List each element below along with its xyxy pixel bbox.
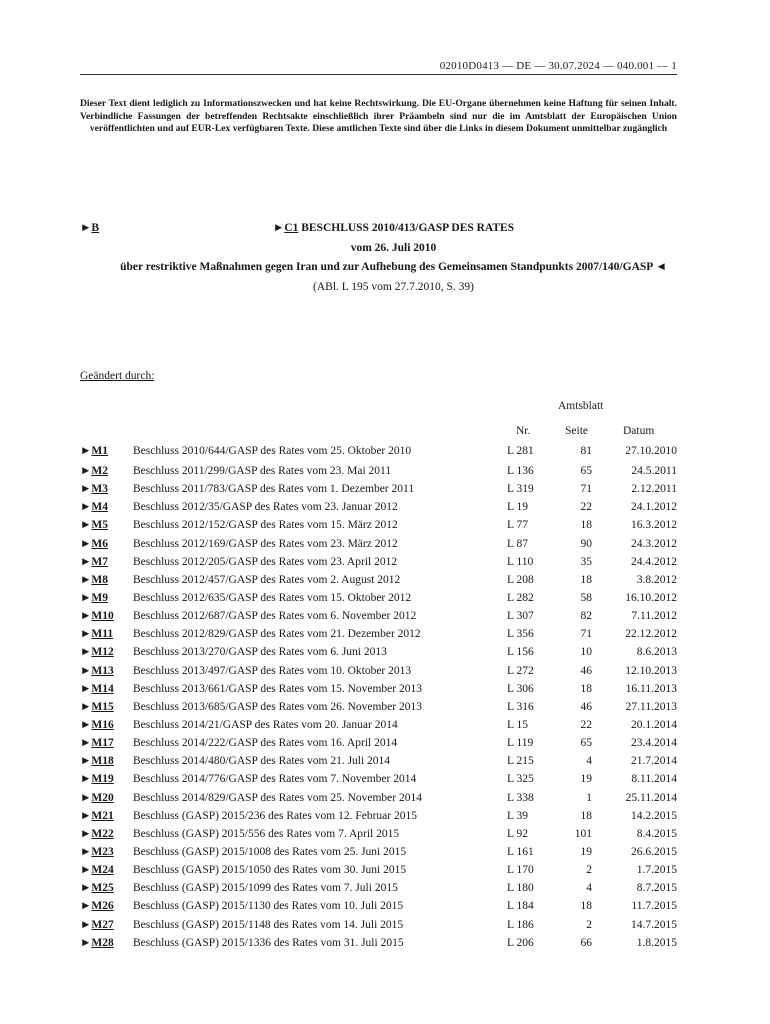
journal-date: 2.12.2011 — [631, 483, 677, 496]
journal-number: L 281 — [507, 445, 534, 457]
arrow-right-icon: ► — [80, 827, 92, 840]
amendment-link[interactable]: M1 — [91, 445, 108, 457]
arrow-right-icon: ► — [80, 610, 92, 623]
document-title — [110, 222, 677, 293]
arrow-right-icon: ► — [80, 791, 92, 804]
journal-page: 18 — [580, 519, 592, 532]
table-row — [80, 556, 677, 574]
arrow-right-icon: ► — [80, 591, 92, 604]
amendment-link[interactable]: M6 — [91, 537, 108, 550]
amendment-marker[interactable] — [80, 864, 114, 876]
title-main — [110, 222, 677, 234]
arrow-right-icon: ► — [80, 737, 92, 750]
amendment-marker[interactable] — [80, 483, 108, 495]
amendment-marker[interactable] — [80, 574, 108, 586]
journal-page: 19 — [580, 773, 592, 786]
journal-number: L 161 — [507, 845, 534, 858]
document-reference: 02010D0413 — DE — 30.07.2024 — 040.001 — 1 — [439, 60, 677, 72]
table-row — [80, 483, 677, 501]
journal-page: 10 — [580, 646, 592, 659]
journal-date: 16.10.2012 — [625, 591, 677, 604]
journal-page: 1 — [586, 791, 592, 804]
amendment-marker[interactable] — [80, 937, 114, 949]
journal-number: L 319 — [507, 483, 534, 496]
amendment-description: Beschluss 2013/270/GASP des Rates vom 6. Juni 2013 — [133, 646, 387, 659]
amendment-description: Beschluss 2012/829/GASP des Rates vom 21. Dezember 2012 — [133, 628, 421, 641]
arrow-right-icon: ► — [80, 936, 92, 949]
amendment-description: Beschluss 2014/776/GASP des Rates vom 7. November 2014 — [133, 773, 417, 786]
table-row — [80, 864, 677, 882]
amendment-marker[interactable] — [80, 900, 114, 912]
journal-number: L 92 — [507, 827, 528, 840]
journal-date: 24.3.2012 — [631, 537, 677, 550]
amendment-marker[interactable] — [80, 610, 114, 622]
column-header-nr: Nr. — [516, 425, 531, 437]
journal-date: 23.4.2014 — [631, 737, 677, 750]
amendment-marker[interactable] — [80, 628, 113, 640]
journal-date: 14.7.2015 — [631, 918, 677, 931]
amendment-link[interactable]: M27 — [91, 918, 114, 931]
table-row — [80, 719, 677, 737]
arrow-right-icon: ► — [80, 445, 92, 457]
table-row — [80, 755, 677, 773]
journal-date: 21.7.2014 — [631, 755, 677, 768]
amendment-link[interactable]: M28 — [91, 936, 114, 949]
journal-date: 16.3.2012 — [631, 519, 677, 532]
journal-number: L 170 — [507, 864, 534, 877]
table-row — [80, 810, 677, 828]
arrow-right-icon: ► — [80, 646, 92, 659]
arrow-right-icon: ► — [80, 519, 92, 532]
arrow-right-icon: ► — [80, 845, 92, 858]
amendment-link[interactable]: M13 — [91, 664, 114, 677]
arrow-right-icon: ► — [80, 555, 92, 568]
amendment-link[interactable]: M3 — [91, 483, 108, 496]
amendment-marker[interactable] — [80, 519, 108, 531]
journal-date: 12.10.2013 — [625, 664, 677, 677]
amendment-link[interactable]: M20 — [91, 791, 114, 804]
amendment-description: Beschluss 2012/457/GASP des Rates vom 2. August 2012 — [133, 573, 401, 586]
journal-date: 1.8.2015 — [636, 936, 677, 949]
amendment-description: Beschluss (GASP) 2015/1099 des Rates vom 7. Juli 2015 — [133, 882, 398, 895]
amendment-marker[interactable] — [80, 882, 114, 894]
amendment-marker[interactable] — [80, 465, 108, 477]
amendment-link[interactable]: M16 — [91, 718, 114, 731]
column-group-header: Amtsblatt — [558, 400, 604, 412]
amendment-link[interactable]: M22 — [91, 827, 114, 840]
amendment-description: Beschluss 2012/169/GASP des Rates vom 23. März 2012 — [133, 537, 398, 550]
arrow-right-icon: ► — [80, 773, 92, 786]
amended-by-heading — [80, 370, 154, 382]
table-row — [80, 773, 677, 791]
table-row — [80, 900, 677, 918]
amendment-description: Beschluss 2010/644/GASP des Rates vom 25. Oktober 2010 — [133, 445, 412, 457]
table-row — [80, 937, 677, 955]
amendment-link[interactable]: M5 — [91, 519, 108, 532]
journal-number: L 39 — [507, 809, 528, 822]
journal-date: 8.7.2015 — [636, 882, 677, 895]
amendment-marker[interactable] — [80, 701, 114, 713]
arrow-right-icon: ► — [80, 809, 92, 822]
title-line-3-text: über restriktive Maßnahmen gegen Iran und zur Aufhebung des Gemeinsamen Standpunkts 2007/140/GASP — [120, 261, 653, 273]
table-row — [80, 828, 677, 846]
arrow-right-icon: ► — [80, 700, 92, 713]
amendment-description: Beschluss 2014/21/GASP des Rates vom 20. Januar 2014 — [133, 718, 398, 731]
arrow-right-icon: ► — [80, 900, 92, 913]
amended-by-label: Geändert durch: — [80, 370, 155, 382]
journal-number: L 306 — [507, 682, 534, 695]
column-header-datum: Datum — [623, 425, 655, 437]
journal-date: 22.12.2012 — [625, 628, 677, 641]
journal-page: 90 — [580, 537, 592, 550]
journal-page: 4 — [586, 755, 592, 768]
table-row — [80, 519, 677, 537]
arrow-right-icon: ► — [80, 222, 92, 234]
table-row — [80, 792, 677, 810]
amendment-description: Beschluss (GASP) 2015/1130 des Rates vom 10. Juli 2015 — [133, 900, 404, 913]
amendment-marker[interactable] — [80, 646, 114, 658]
journal-number: L 208 — [507, 573, 534, 586]
amendment-link[interactable]: M18 — [91, 755, 114, 768]
publication-reference: (ABl. L 195 vom 27.7.2010, S. 39) — [313, 281, 474, 293]
arrow-right-icon: ► — [80, 882, 92, 895]
arrow-right-icon: ► — [80, 682, 92, 695]
journal-number: L 19 — [507, 501, 528, 514]
journal-number: L 180 — [507, 882, 534, 895]
amendment-marker[interactable] — [80, 792, 114, 804]
arrow-right-icon: ► — [80, 501, 92, 514]
journal-date: 24.1.2012 — [631, 501, 677, 514]
table-row — [80, 701, 677, 719]
journal-date: 3.8.2012 — [636, 573, 677, 586]
journal-page: 66 — [580, 936, 592, 949]
table-row — [80, 846, 677, 864]
amendment-link[interactable]: M23 — [91, 845, 114, 858]
amendment-description: Beschluss 2014/480/GASP des Rates vom 21. Juli 2014 — [133, 755, 391, 768]
title-line-2: vom 26. Juli 2010 — [350, 242, 437, 254]
amendment-marker[interactable] — [80, 737, 114, 749]
amendment-marker[interactable] — [80, 501, 108, 513]
title-line-3 — [110, 262, 677, 273]
table-row — [80, 737, 677, 755]
journal-date: 11.7.2015 — [631, 900, 677, 913]
amendment-marker[interactable] — [80, 683, 114, 695]
arrow-right-icon: ► — [80, 628, 92, 641]
amendment-link[interactable]: M25 — [91, 882, 114, 895]
arrow-right-icon: ► — [80, 864, 92, 877]
amendment-description: Beschluss 2014/222/GASP des Rates vom 16. April 2014 — [133, 737, 398, 750]
table-row — [80, 465, 677, 483]
journal-date: 27.10.2010 — [625, 445, 677, 457]
journal-date: 1.7.2015 — [636, 864, 677, 877]
journal-number: L 215 — [507, 755, 534, 768]
journal-number: L 119 — [507, 737, 534, 750]
journal-number: L 282 — [507, 591, 534, 604]
journal-number: L 186 — [507, 918, 534, 931]
journal-number: L 87 — [507, 537, 528, 550]
journal-number: L 15 — [507, 718, 528, 731]
amendment-marker[interactable] — [80, 538, 108, 550]
journal-page: 22 — [580, 718, 592, 731]
amendment-marker[interactable] — [80, 846, 114, 858]
amendment-link[interactable]: M21 — [91, 809, 114, 822]
amendment-marker[interactable] — [80, 665, 114, 677]
journal-date: 27.11.2013 — [625, 700, 677, 713]
base-marker[interactable] — [80, 222, 99, 234]
amendment-description: Beschluss 2012/152/GASP des Rates vom 15. März 2012 — [133, 519, 398, 532]
amendment-link[interactable]: M15 — [91, 700, 114, 713]
arrow-right-icon: ► — [80, 465, 92, 477]
amendment-description: Beschluss 2014/829/GASP des Rates vom 25. November 2014 — [133, 791, 422, 804]
disclaimer-text: Dieser Text dient lediglich zu Informationszwecken und hat keine Rechtswirkung. Die EU-Organe übernehmen keine Haftung für seinen Inhalt. Verbindliche Fassungen der betreffenden Rechtsakte einschließlich ihrer Präambeln sind nur die im Amtsblatt der Europäischen Union veröffentlichten und auf EUR-Lex verfügbaren Texte. Diese amtlichen Texte sind über die Links in diesem Dokument unmittelbar zugänglich — [80, 98, 677, 134]
journal-date: 8.6.2013 — [636, 646, 677, 659]
journal-number: L 206 — [507, 936, 534, 949]
amendment-description: Beschluss 2012/687/GASP des Rates vom 6. November 2012 — [133, 610, 417, 623]
arrow-right-icon: ► — [80, 664, 92, 677]
journal-page: 58 — [580, 591, 592, 604]
journal-number: L 307 — [507, 610, 534, 623]
journal-date: 25.11.2014 — [625, 791, 677, 804]
journal-number: L 110 — [507, 555, 534, 568]
table-row — [80, 919, 677, 937]
table-row — [80, 628, 677, 646]
amendment-marker[interactable] — [80, 828, 114, 840]
amendment-link[interactable]: M17 — [91, 737, 114, 750]
amendment-link[interactable]: M12 — [91, 646, 114, 659]
amendment-marker[interactable] — [80, 919, 114, 931]
column-header-seite: Seite — [565, 425, 588, 437]
amendment-link[interactable]: M19 — [91, 773, 114, 786]
journal-page: 19 — [580, 845, 592, 858]
arrow-right-icon: ► — [80, 483, 92, 496]
amendment-marker[interactable] — [80, 719, 114, 731]
amendment-description: Beschluss 2011/783/GASP des Rates vom 1. Dezember 2011 — [133, 483, 415, 496]
journal-number: L 77 — [507, 519, 528, 532]
journal-date: 8.11.2014 — [631, 773, 677, 786]
amendment-description: Beschluss (GASP) 2015/1050 des Rates vom 30. Juni 2015 — [133, 864, 407, 877]
amendment-link[interactable]: M14 — [91, 682, 114, 695]
arrow-right-icon: ► — [80, 718, 92, 731]
amendments-table — [80, 445, 677, 955]
table-row — [80, 665, 677, 683]
journal-page: 46 — [580, 700, 592, 713]
table-row — [80, 445, 677, 465]
journal-number: L 338 — [507, 791, 534, 804]
journal-page: 82 — [580, 610, 592, 623]
journal-date: 7.11.2012 — [631, 610, 677, 623]
journal-page: 71 — [580, 628, 592, 641]
arrow-right-icon: ► — [80, 918, 92, 931]
journal-page: 35 — [580, 555, 592, 568]
journal-page: 65 — [580, 465, 592, 477]
amendment-link[interactable]: M9 — [91, 591, 108, 604]
amendment-marker[interactable] — [80, 773, 114, 785]
table-row — [80, 538, 677, 556]
title-line-1: BESCHLUSS 2010/413/GASP DES RATES — [301, 222, 515, 234]
amendment-link[interactable]: M2 — [91, 465, 108, 477]
journal-number: L 156 — [507, 646, 534, 659]
amendment-link[interactable]: M8 — [91, 573, 108, 586]
table-row — [80, 646, 677, 664]
table-row — [80, 683, 677, 701]
journal-page: 65 — [580, 737, 592, 750]
arrow-right-icon: ► — [80, 755, 92, 768]
table-row — [80, 610, 677, 628]
journal-number: L 325 — [507, 773, 534, 786]
table-row — [80, 592, 677, 610]
journal-page: 18 — [580, 900, 592, 913]
table-row — [80, 882, 677, 900]
journal-date: 16.11.2013 — [625, 682, 677, 695]
correction-marker-link[interactable]: C1 — [284, 222, 299, 234]
journal-page: 46 — [580, 664, 592, 677]
journal-page: 2 — [586, 918, 592, 931]
journal-page: 101 — [574, 827, 592, 840]
journal-page: 18 — [580, 573, 592, 586]
journal-date: 26.6.2015 — [631, 845, 677, 858]
amendment-description: Beschluss 2012/35/GASP des Rates vom 23. Januar 2012 — [133, 501, 398, 514]
header-divider — [80, 74, 677, 75]
table-row — [80, 574, 677, 592]
amendment-link[interactable]: M7 — [91, 555, 108, 568]
amendment-marker[interactable] — [80, 445, 108, 457]
amendment-marker[interactable] — [80, 810, 114, 822]
journal-date: 14.2.2015 — [631, 809, 677, 822]
journal-number: L 272 — [507, 664, 534, 677]
amendment-description: Beschluss 2013/497/GASP des Rates vom 10. Oktober 2013 — [133, 664, 412, 677]
amendment-description: Beschluss 2013/661/GASP des Rates vom 15. November 2013 — [133, 682, 422, 695]
amendment-link[interactable]: M11 — [91, 628, 114, 641]
arrow-right-icon: ► — [80, 573, 92, 586]
amendment-marker[interactable] — [80, 556, 108, 568]
amendment-description: Beschluss (GASP) 2015/1336 des Rates vom 31. Juli 2015 — [133, 936, 404, 949]
journal-page: 22 — [580, 501, 592, 514]
journal-number: L 184 — [507, 900, 534, 913]
base-marker-link[interactable]: B — [91, 222, 100, 234]
amendment-link[interactable]: M24 — [91, 864, 114, 877]
amendment-marker[interactable] — [80, 592, 108, 604]
arrow-right-icon: ► — [272, 222, 285, 234]
journal-date: 20.1.2014 — [631, 718, 677, 731]
journal-date: 24.4.2012 — [631, 555, 677, 568]
amendment-link[interactable]: M26 — [91, 900, 114, 913]
journal-page: 18 — [580, 809, 592, 822]
amendment-description: Beschluss 2012/205/GASP des Rates vom 23. April 2012 — [133, 555, 398, 568]
amendment-description: Beschluss 2012/635/GASP des Rates vom 15. Oktober 2012 — [133, 591, 412, 604]
amendment-description: Beschluss (GASP) 2015/1148 des Rates vom 14. Juli 2015 — [133, 918, 404, 931]
amendment-link[interactable]: M4 — [91, 501, 108, 514]
amendment-description: Beschluss (GASP) 2015/556 des Rates vom 7. April 2015 — [133, 827, 400, 840]
amendment-link[interactable]: M10 — [91, 610, 114, 623]
journal-number: L 316 — [507, 700, 534, 713]
journal-page: 2 — [586, 864, 592, 877]
journal-page: 18 — [580, 682, 592, 695]
journal-page: 81 — [580, 445, 592, 457]
journal-page: 4 — [586, 882, 592, 895]
amendment-description: Beschluss (GASP) 2015/1008 des Rates vom 25. Juni 2015 — [133, 845, 407, 858]
arrow-left-icon: ◄ — [655, 261, 667, 273]
journal-date: 24.5.2011 — [631, 465, 677, 477]
amendment-description: Beschluss 2013/685/GASP des Rates vom 26. November 2013 — [133, 700, 422, 713]
amendment-description: Beschluss (GASP) 2015/236 des Rates vom 12. Februar 2015 — [133, 809, 417, 822]
amendment-marker[interactable] — [80, 755, 114, 767]
journal-number: L 136 — [507, 465, 534, 477]
journal-page: 71 — [580, 483, 592, 496]
arrow-right-icon: ► — [80, 537, 92, 550]
journal-date: 8.4.2015 — [636, 827, 677, 840]
amendment-description: Beschluss 2011/299/GASP des Rates vom 23. Mai 2011 — [133, 465, 392, 477]
journal-number: L 356 — [507, 628, 534, 641]
table-row — [80, 501, 677, 519]
